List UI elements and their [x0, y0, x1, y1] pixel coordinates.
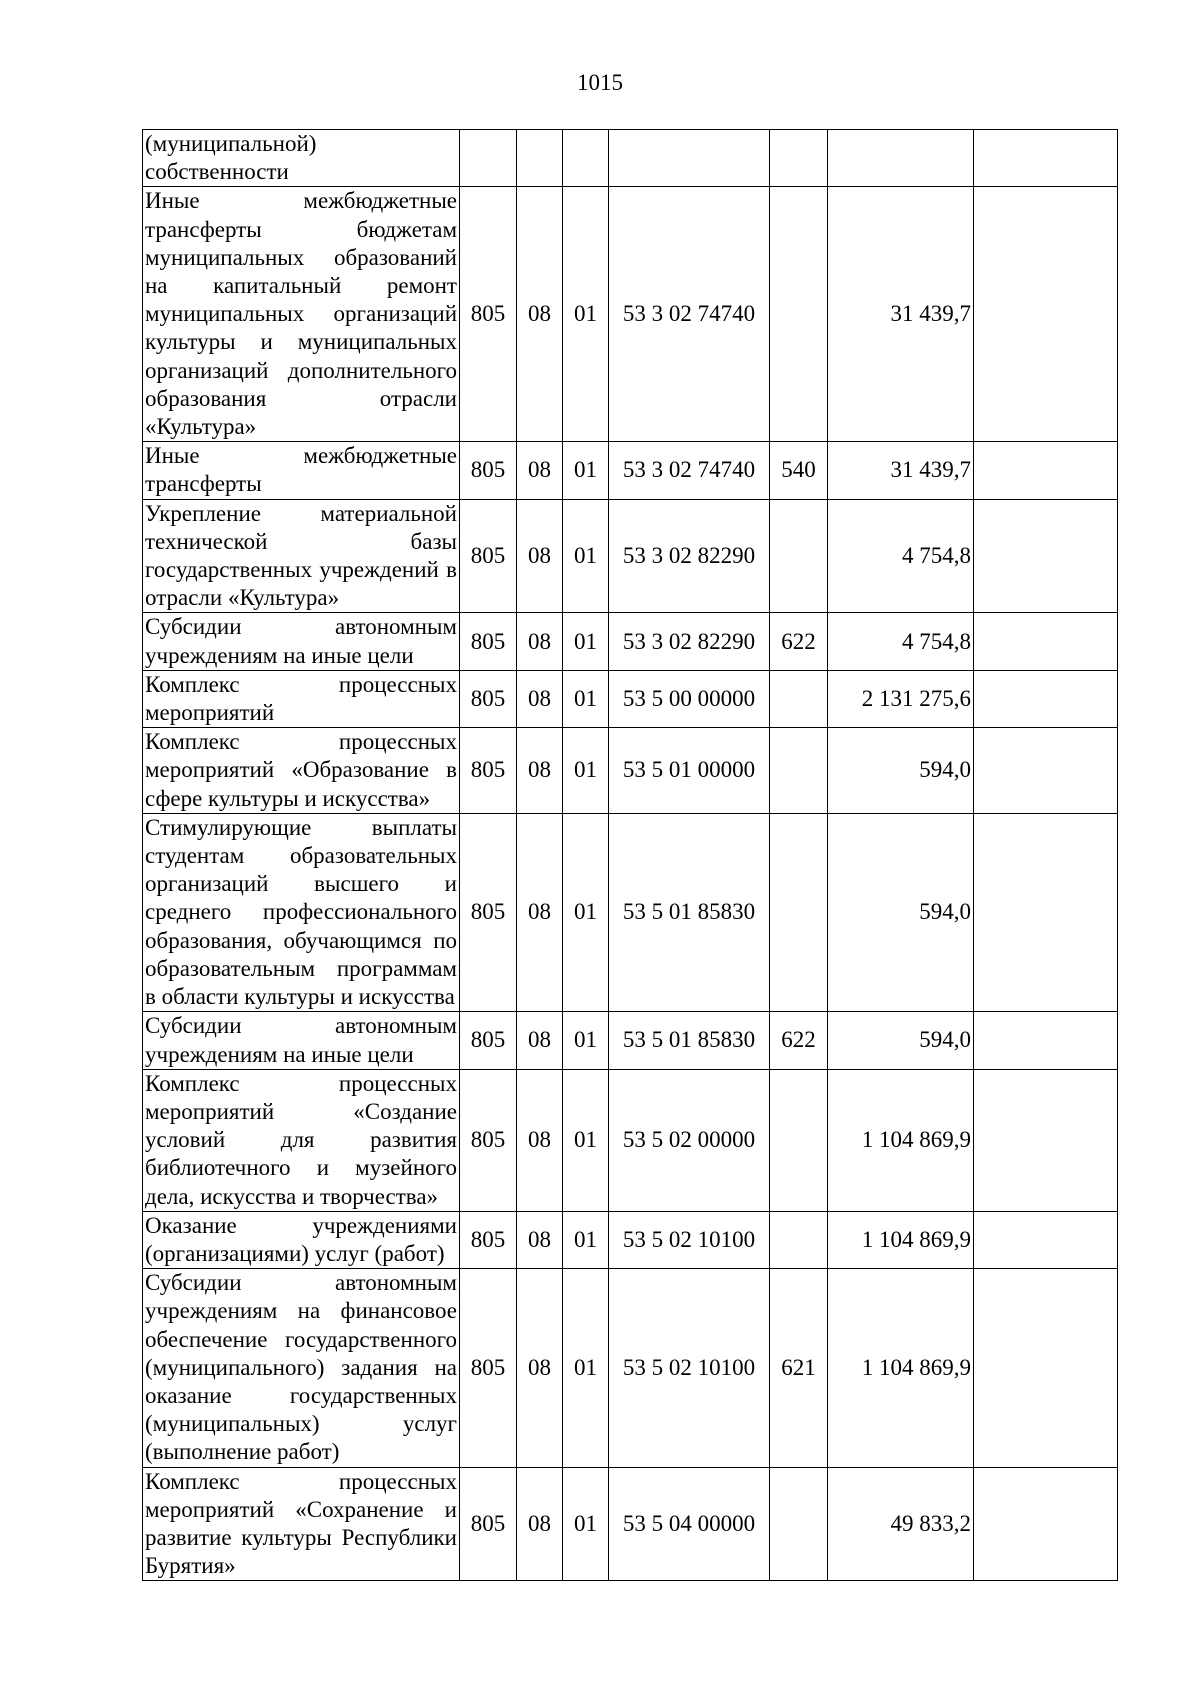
row-target-article: 53 5 00 00000 — [609, 670, 770, 727]
row-name: (муниципальной) собственности — [143, 130, 460, 187]
row-subsection: 01 — [563, 728, 609, 814]
table-row — [143, 728, 1118, 814]
row-subsection: 01 — [563, 1269, 609, 1467]
row-section: 08 — [517, 670, 563, 727]
row-target-article: 53 5 02 10100 — [609, 1211, 770, 1268]
row-amount: 1 104 869,9 — [828, 1069, 974, 1211]
row-extra — [974, 1211, 1118, 1268]
row-name: Субсидии автономным учреждениям на иные цели — [143, 613, 460, 670]
page-number: 1015 — [577, 70, 623, 95]
row-grbs: 805 — [460, 1012, 517, 1069]
row-grbs: 805 — [460, 728, 517, 814]
row-name: Стимулирующие выплаты студентам образовательных организаций высшего и среднего профессионального образования, обучающимся по образовательным программам в области культуры и искусства — [143, 813, 460, 1011]
table-row — [143, 130, 1118, 187]
row-expense-type — [770, 670, 828, 727]
row-subsection: 01 — [563, 613, 609, 670]
row-grbs: 805 — [460, 1069, 517, 1211]
row-amount: 1 104 869,9 — [828, 1269, 974, 1467]
row-extra — [974, 442, 1118, 499]
row-expense-type — [770, 813, 828, 1011]
row-extra — [974, 613, 1118, 670]
row-target-article — [609, 130, 770, 187]
row-expense-type: 622 — [770, 613, 828, 670]
row-grbs: 805 — [460, 670, 517, 727]
row-subsection: 01 — [563, 499, 609, 613]
row-subsection: 01 — [563, 1211, 609, 1268]
row-amount: 1 104 869,9 — [828, 1211, 974, 1268]
row-subsection: 01 — [563, 442, 609, 499]
row-grbs — [460, 130, 517, 187]
row-target-article: 53 5 01 85830 — [609, 813, 770, 1011]
row-section: 08 — [517, 1012, 563, 1069]
row-target-article: 53 5 02 10100 — [609, 1269, 770, 1467]
row-section: 08 — [517, 187, 563, 442]
row-section: 08 — [517, 1467, 563, 1581]
row-expense-type — [770, 130, 828, 187]
row-name: Укрепление материальной технической базы государственных учреждений в отрасли «Культура» — [143, 499, 460, 613]
row-expense-type: 621 — [770, 1269, 828, 1467]
row-grbs: 805 — [460, 442, 517, 499]
row-target-article: 53 5 04 00000 — [609, 1467, 770, 1581]
row-amount: 594,0 — [828, 813, 974, 1011]
row-name: Иные межбюджетные трансферты — [143, 442, 460, 499]
row-target-article: 53 3 02 82290 — [609, 613, 770, 670]
row-expense-type — [770, 499, 828, 613]
row-target-article: 53 5 01 00000 — [609, 728, 770, 814]
row-subsection — [563, 130, 609, 187]
row-grbs: 805 — [460, 187, 517, 442]
row-target-article: 53 3 02 82290 — [609, 499, 770, 613]
budget-table-body — [143, 130, 1118, 1581]
table-row — [143, 499, 1118, 613]
row-grbs: 805 — [460, 1467, 517, 1581]
row-extra — [974, 1467, 1118, 1581]
row-grbs: 805 — [460, 1211, 517, 1268]
row-section: 08 — [517, 728, 563, 814]
row-extra — [974, 813, 1118, 1011]
row-name: Комплекс процессных мероприятий «Сохранение и развитие культуры Республики Бурятия» — [143, 1467, 460, 1581]
row-target-article: 53 3 02 74740 — [609, 187, 770, 442]
row-amount: 49 833,2 — [828, 1467, 974, 1581]
row-subsection: 01 — [563, 813, 609, 1011]
row-section: 08 — [517, 813, 563, 1011]
row-expense-type: 622 — [770, 1012, 828, 1069]
row-name: Иные межбюджетные трансферты бюджетам муниципальных образований на капитальный ремонт муниципальных организаций культуры и муниципальных организаций дополнительного образования отрасли «Культура» — [143, 187, 460, 442]
table-row — [143, 1269, 1118, 1467]
row-expense-type — [770, 1069, 828, 1211]
row-name: Субсидии автономным учреждениям на финансовое обеспечение государственного (муниципального) задания на оказание государственных (муниципальных) услуг (выполнение работ) — [143, 1269, 460, 1467]
row-target-article: 53 5 01 85830 — [609, 1012, 770, 1069]
row-expense-type — [770, 1211, 828, 1268]
row-grbs: 805 — [460, 613, 517, 670]
table-row — [143, 187, 1118, 442]
row-target-article: 53 3 02 74740 — [609, 442, 770, 499]
row-section: 08 — [517, 1269, 563, 1467]
row-section: 08 — [517, 613, 563, 670]
table-row — [143, 442, 1118, 499]
budget-table — [142, 129, 1118, 1581]
table-row — [143, 613, 1118, 670]
row-extra — [974, 728, 1118, 814]
row-amount: 4 754,8 — [828, 613, 974, 670]
row-section — [517, 130, 563, 187]
row-subsection: 01 — [563, 1069, 609, 1211]
row-section: 08 — [517, 1069, 563, 1211]
row-extra — [974, 670, 1118, 727]
row-section: 08 — [517, 499, 563, 613]
row-subsection: 01 — [563, 187, 609, 442]
row-extra — [974, 1269, 1118, 1467]
row-name: Субсидии автономным учреждениям на иные цели — [143, 1012, 460, 1069]
row-name: Комплекс процессных мероприятий «Создание условий для развития библиотечного и музейного дела, искусства и творчества» — [143, 1069, 460, 1211]
row-grbs: 805 — [460, 813, 517, 1011]
table-row — [143, 670, 1118, 727]
table-row — [143, 1069, 1118, 1211]
table-row — [143, 1211, 1118, 1268]
row-amount — [828, 130, 974, 187]
row-amount: 594,0 — [828, 1012, 974, 1069]
row-expense-type — [770, 187, 828, 442]
row-amount: 594,0 — [828, 728, 974, 814]
row-target-article: 53 5 02 00000 — [609, 1069, 770, 1211]
row-subsection: 01 — [563, 670, 609, 727]
row-amount: 31 439,7 — [828, 442, 974, 499]
row-subsection: 01 — [563, 1012, 609, 1069]
table-row — [143, 813, 1118, 1011]
table-row — [143, 1467, 1118, 1581]
row-extra — [974, 1012, 1118, 1069]
row-name: Оказание учреждениями (организациями) услуг (работ) — [143, 1211, 460, 1268]
row-subsection: 01 — [563, 1467, 609, 1581]
row-grbs: 805 — [460, 1269, 517, 1467]
row-name: Комплекс процессных мероприятий — [143, 670, 460, 727]
row-section: 08 — [517, 442, 563, 499]
row-grbs: 805 — [460, 499, 517, 613]
row-extra — [974, 130, 1118, 187]
row-extra — [974, 1069, 1118, 1211]
row-extra — [974, 499, 1118, 613]
row-expense-type — [770, 1467, 828, 1581]
row-expense-type — [770, 728, 828, 814]
row-section: 08 — [517, 1211, 563, 1268]
row-name: Комплекс процессных мероприятий «Образование в сфере культуры и искусства» — [143, 728, 460, 814]
row-amount: 2 131 275,6 — [828, 670, 974, 727]
row-extra — [974, 187, 1118, 442]
row-expense-type: 540 — [770, 442, 828, 499]
row-amount: 4 754,8 — [828, 499, 974, 613]
row-amount: 31 439,7 — [828, 187, 974, 442]
table-row — [143, 1012, 1118, 1069]
